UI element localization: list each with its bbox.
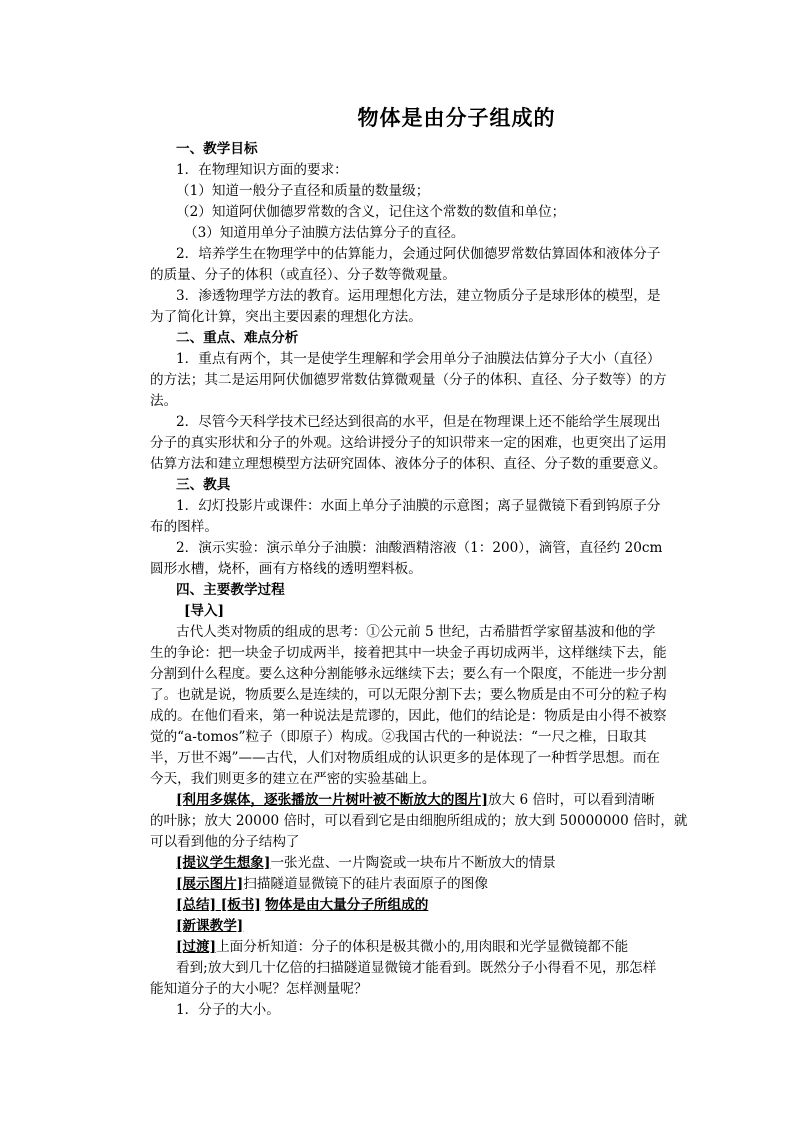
paragraph-line: 能知道分子的大小呢？怎样测量呢？ [150,981,368,997]
paragraph-line: 法。 [150,393,178,409]
paragraph-line: 1．在物理知识方面的要求： [176,162,348,178]
document-title: 物体是由分子组成的 [357,105,556,130]
paragraph-line: 圆形水槽，烧杯，画有方格线的透明塑料板。 [150,561,422,577]
paragraph-line: 的叶脉；放大 20000 倍时，可以看到它是由细胞所组成的；放大到 50000000 倍时，就 [150,813,688,829]
paragraph-line: 成的。在他们看来，第一种说法是荒谬的，因此，他们的结论是：物质是由小得不被察 [150,708,667,724]
paragraph-line: 2．演示实验：演示单分子油膜：油酸酒精溶液（1：200），滴管，直径约 20cm [176,540,663,556]
paragraph-line: 分子的真实形状和分子的外观。这给讲授分子的知识带来一定的困难，也更突出了运用 [150,435,667,451]
paragraph-line: 可以看到他的分子结构了 [150,834,300,850]
paragraph-line: 今天，我们则更多的建立在严密的实验基础上。 [150,771,436,787]
paragraph-line [176,874,706,895]
paragraph-line [176,853,706,874]
paragraph-line: 1．分子的大小。 [176,1002,280,1018]
paragraph-line [176,937,706,958]
paragraph-line: 3．渗透物理学方法的教育。运用理想化方法，建立物质分子是球形体的模型，是 [176,288,661,304]
paragraph-line [176,895,706,916]
paragraph-line: 2．培养学生在物理学中的估算能力，会通过阿伏伽德罗常数估算固体和液体分子 [176,246,661,262]
section-tag-new-lesson: [新课教学] [176,918,244,934]
paragraph-line: 分割到什么程度。要么这种分割能够永远继续下去；要么有一个限度，不能进一步分割 [150,666,667,682]
paragraph-line: 1．重点有两个，其一是使学生理解和学会用单分子油膜法估算分子大小（直径） [176,351,661,367]
inline-text: 放大 6 倍时，可以看到清晰 [487,792,655,808]
paragraph-line: 古代人类对物质的组成的思考：①公元前 5 世纪，古希腊哲学家留基波和他的学 [176,624,656,640]
paragraph-line: （3）知道用单分子油膜方法估算分子的直径。 [184,225,465,241]
paragraph-line: 2．尽管今天科学技术已经达到很高的水平，但是在物理课上还不能给学生展现出 [176,414,661,430]
paragraph-line: 1．幻灯投影片或课件：水面上单分子油膜的示意图；离子显微镜下看到钨原子分 [176,498,661,514]
paragraph-line: 的质量、分子的体积（或直径）、分子数等微观量。 [150,267,456,283]
section-tag-imagine: [提议学生想象] [176,855,271,871]
section-tag-multimedia: [利用多媒体，逐张播放一片树叶被不断放大的图片] [176,792,488,808]
paragraph-line: （2）知道阿伏伽德罗常数的含义，记住这个常数的数值和单位； [176,204,566,220]
paragraph-line: 了。也就是说，物质要么是连续的，可以无限分割下去；要么物质是由不可分的粒子构 [150,687,667,703]
paragraph-line: 估算方法和建立理想模型方法研究固体、液体分子的体积、直径、分子数的重要意义。 [150,456,667,472]
section-tag-show-image: [展示图片] [176,876,244,892]
heading-teaching-aids: 三、教具 [176,477,231,493]
paragraph-line: 半，万世不竭”——古代，人们对物质组成的认识更多的是体现了一种哲学思想。而在 [150,750,660,766]
paragraph-line: 布的图样。 [150,519,218,535]
paragraph-line: 生的争论：把一块金子切成两半，接着把其中一块金子再切成两半，这样继续下去，能 [150,645,667,661]
paragraph-line: 觉的“a-tomos”粒子（即原子）构成。②我国古代的一种说法：“一尺之椎，日取其 [150,729,647,745]
section-tag-transition: [过渡] [176,939,217,955]
paragraph-line [176,790,706,811]
board-note: 物体是由大量分子所组成的 [265,897,429,913]
heading-teaching-process: 四、主要教学过程 [176,582,285,598]
inline-text: 一张光盘、一片陶瓷或一块布片不断放大的情景 [270,855,556,871]
section-tag-summary: [总结] [板书] [176,897,261,913]
paragraph-line: 的方法；其二是运用阿伏伽德罗常数估算微观量（分子的体积、直径、分子数等）的方 [150,372,667,388]
heading-teaching-goals: 一、教学目标 [176,141,258,157]
paragraph-line: 为了简化计算，突出主要因素的理想化方法。 [150,309,422,325]
heading-key-points: 二、重点、难点分析 [176,330,299,346]
paragraph-line: 看到;放大到几十亿倍的扫描隧道显微镜才能看到。既然分子小得看不见，那怎样 [176,960,657,976]
inline-text: 上面分析知道：分子的体积是极其微小的,用肉眼和光学显微镜都不能 [216,939,629,955]
section-tag-intro: [导入] [184,603,225,619]
paragraph-line: （1）知道一般分子直径和质量的数量级； [176,183,430,199]
inline-text: 扫描隧道显微镜下的硅片表面原子的图像 [243,876,488,892]
